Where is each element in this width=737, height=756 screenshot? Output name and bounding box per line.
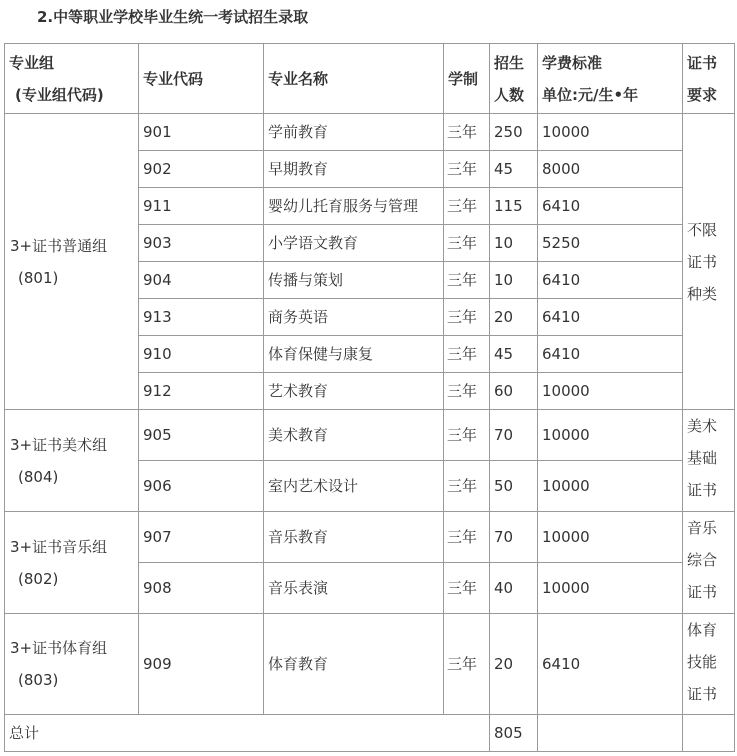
cell-fee: 6410	[538, 188, 683, 225]
cell-quota: 20	[490, 614, 538, 715]
header-fee	[538, 44, 683, 114]
admission-table	[4, 43, 735, 752]
cell-quota: 70	[490, 512, 538, 563]
section-heading: 2.中等职业学校毕业生统一考试招生录取	[37, 8, 309, 26]
cell-fee: 10000	[538, 373, 683, 410]
cell-quota: 45	[490, 151, 538, 188]
cell-name: 音乐表演	[264, 563, 444, 614]
header-cert-line2: 要求	[687, 86, 718, 104]
group-name: 3+证书美术组	[10, 435, 108, 454]
header-quota	[490, 44, 538, 114]
cell-quota: 250	[490, 114, 538, 151]
group-code: (804)	[18, 467, 59, 486]
cert-line: 音乐	[687, 519, 718, 537]
cert-cell	[683, 614, 735, 715]
cell-duration: 三年	[444, 188, 490, 225]
cert-line: 综合	[687, 551, 718, 569]
cell-name: 学前教育	[264, 114, 444, 151]
cell-duration: 三年	[444, 373, 490, 410]
cert-line: 美术	[687, 417, 718, 435]
cell-code: 901	[139, 114, 264, 151]
cell-quota: 40	[490, 563, 538, 614]
header-code: 专业代码	[139, 44, 264, 114]
cell-name: 商务英语	[264, 299, 444, 336]
header-cert	[683, 44, 735, 114]
cert-cell	[683, 512, 735, 614]
cell-fee: 6410	[538, 614, 683, 715]
table-row	[5, 614, 735, 715]
cell-code: 912	[139, 373, 264, 410]
cell-fee: 6410	[538, 299, 683, 336]
table-row	[5, 410, 735, 461]
header-row	[5, 44, 735, 114]
header-group-line1: 专业组	[9, 54, 55, 72]
total-label: 总计	[5, 715, 490, 752]
group-code: (802)	[18, 569, 59, 588]
cell-name: 体育教育	[264, 614, 444, 715]
cert-line: 体育	[687, 621, 718, 639]
group-cell	[5, 512, 139, 614]
cert-cell	[683, 410, 735, 512]
group-name: 3+证书体育组	[10, 639, 108, 657]
cert-line: 证书	[687, 481, 718, 499]
cell-name: 艺术教育	[264, 373, 444, 410]
cell-code: 913	[139, 299, 264, 336]
cell-code: 904	[139, 262, 264, 299]
cell-name: 小学语文教育	[264, 225, 444, 262]
cell-fee: 10000	[538, 461, 683, 512]
cell-duration: 三年	[444, 410, 490, 461]
cell-name: 体育保健与康复	[264, 336, 444, 373]
cell-quota: 115	[490, 188, 538, 225]
cell-fee: 10000	[538, 563, 683, 614]
cell-quota: 45	[490, 336, 538, 373]
cert-line: 不限	[687, 220, 718, 239]
total-row	[5, 715, 735, 752]
cell-duration: 三年	[444, 512, 490, 563]
cell-code: 902	[139, 151, 264, 188]
cell-name: 早期教育	[264, 151, 444, 188]
cell-quota: 70	[490, 410, 538, 461]
cell-quota: 50	[490, 461, 538, 512]
cert-line: 技能	[687, 653, 718, 671]
header-name: 专业名称	[264, 44, 444, 114]
cert-line: 基础	[687, 449, 718, 467]
cell-duration: 三年	[444, 336, 490, 373]
group-code: (801)	[18, 268, 59, 287]
group-cell	[5, 614, 139, 715]
header-fee-line1: 学费标准	[542, 54, 603, 72]
table-row	[5, 114, 735, 151]
cell-duration: 三年	[444, 262, 490, 299]
cell-code: 908	[139, 563, 264, 614]
cell-quota: 10	[490, 225, 538, 262]
cell-duration: 三年	[444, 563, 490, 614]
cell-duration: 三年	[444, 225, 490, 262]
cell-duration: 三年	[444, 299, 490, 336]
cell-quota: 20	[490, 299, 538, 336]
cert-line: 证书	[687, 685, 718, 703]
cell-name: 室内艺术设计	[264, 461, 444, 512]
header-cert-line1: 证书	[687, 54, 718, 72]
group-cell	[5, 410, 139, 512]
cell-duration: 三年	[444, 114, 490, 151]
header-quota-line1: 招生	[494, 54, 525, 72]
cell-code: 906	[139, 461, 264, 512]
cell-fee: 6410	[538, 336, 683, 373]
group-cell	[5, 114, 139, 410]
cell-name: 美术教育	[264, 410, 444, 461]
header-group-line2: (专业组代码)	[15, 86, 104, 104]
header-quota-line2: 人数	[494, 86, 525, 104]
group-name: 3+证书普通组	[10, 236, 108, 255]
total-quota: 805	[490, 715, 538, 752]
cell-code: 910	[139, 336, 264, 373]
cell-code: 907	[139, 512, 264, 563]
cell-name: 传播与策划	[264, 262, 444, 299]
cert-cell	[683, 114, 735, 410]
cell-fee: 8000	[538, 151, 683, 188]
cell-code: 905	[139, 410, 264, 461]
cell-code: 903	[139, 225, 264, 262]
cert-line: 种类	[687, 284, 718, 303]
cell-fee: 10000	[538, 114, 683, 151]
total-fee-empty	[538, 715, 683, 752]
group-name: 3+证书音乐组	[10, 537, 108, 556]
cert-line: 证书	[687, 583, 718, 601]
table-row	[5, 512, 735, 563]
cell-name: 音乐教育	[264, 512, 444, 563]
cell-code: 911	[139, 188, 264, 225]
header-group	[5, 44, 139, 114]
cell-duration: 三年	[444, 614, 490, 715]
header-fee-line2: 单位:元/生•年	[542, 86, 639, 104]
cell-fee: 10000	[538, 410, 683, 461]
cell-quota: 10	[490, 262, 538, 299]
cell-code: 909	[139, 614, 264, 715]
cell-fee: 10000	[538, 512, 683, 563]
cell-duration: 三年	[444, 461, 490, 512]
total-cert-empty	[683, 715, 735, 752]
group-code: (803)	[18, 671, 59, 689]
cell-name: 婴幼儿托育服务与管理	[264, 188, 444, 225]
cell-fee: 6410	[538, 262, 683, 299]
cell-quota: 60	[490, 373, 538, 410]
cell-fee: 5250	[538, 225, 683, 262]
cell-duration: 三年	[444, 151, 490, 188]
header-duration: 学制	[444, 44, 490, 114]
cert-line: 证书	[687, 252, 718, 271]
